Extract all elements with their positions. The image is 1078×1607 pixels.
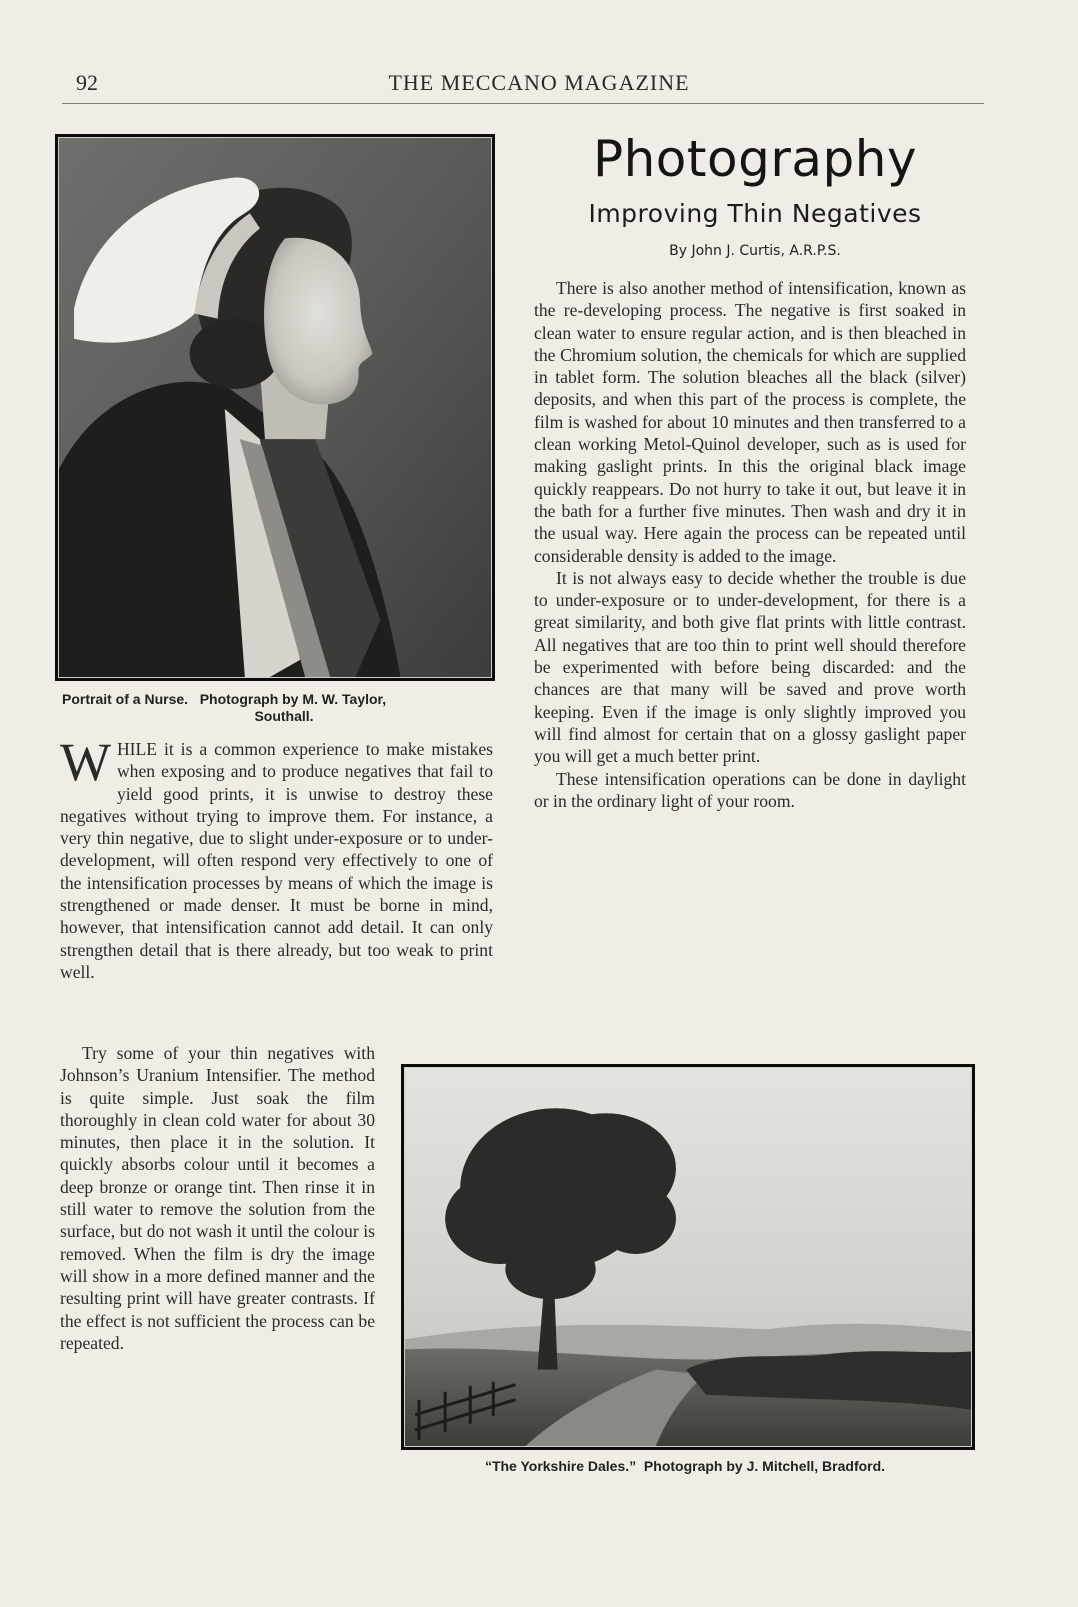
paragraph-4: It is not always easy to decide whether the trouble is due to under-exposure or to under-development, for there is a great similarity, and both give flat prints with little contrast. All negatives that are too thin to print well should therefore be experimented with before being discarded: and the chances are that many will be saved and prove worth keeping. Even if the image is only slightly improved you will find almost for certain that on a glossy gaslight paper you will get a much better print. [534, 567, 966, 767]
yorkshire-dales-image [405, 1068, 971, 1446]
article-byline: By John J. Curtis, A.R.P.S. [669, 243, 841, 259]
page-number: 92 [76, 70, 98, 95]
article-title: Photography [592, 130, 918, 188]
right-column-text [534, 277, 966, 812]
paragraph-2: Try some of your thin negatives with Johnson’s Uranium Intensifier. The method is quite simple. Just soak the film thoroughly in clean cold water for about 30 minutes, then place it in the solution. It quickly absorbs colour until it becomes a deep bronze or orange tint. Then rinse it in still water to remove the solution from the surface, but do not wash it until the colour is removed. When the film is dry the image will show in a more defined manner and the resulting print will have greater contrasts. If the effect is not sufficient the process can be repeated. [60, 1043, 375, 1353]
left-column-text-lower [60, 1042, 375, 1354]
nurse-portrait-image [59, 138, 491, 677]
paragraph-3: There is also another method of intensification, known as the re-developing process. The negative is first soaked in clean water to ensure regular action, and is then bleached in the Chromium solution, the chemicals for which are supplied in tablet form. The solution bleaches all the black (silver) deposits, and when this part of the process is complete, the film is washed for about 10 minutes and then transferred to a clean working Metol-Quinol developer, such as is used for making gaslight prints. In this the original black image quickly reappears. Do not hurry to take it out, but leave it in the bath for a further five minutes. Then wash and dry it in the usual way. Here again the process can be repeated until considerable density is added to the image. [534, 278, 966, 566]
header-rule [62, 103, 984, 104]
nurse-photo-caption-line1: Portrait of a Nurse. Photograph by M. W. Taylor, [62, 691, 387, 707]
dales-photo-caption: “The Yorkshire Dales.” Photograph by J. Mitchell, Bradford. [484, 1458, 886, 1474]
yorkshire-dales-photo [401, 1064, 975, 1450]
left-column-text [60, 732, 493, 983]
paragraph-5: These intensification operations can be done in daylight or in the ordinary light of your room. [534, 768, 966, 811]
nurse-portrait-photo [55, 134, 495, 681]
drop-cap: W [60, 732, 111, 792]
article-subtitle: Improving Thin Negatives [588, 199, 922, 228]
paragraph-1: WHILE it is a common experience to make mistakes when exposing and to produce negatives that fail to yield good prints, it is unwise to destroy these negatives without trying to improve them. For instance, a very thin negative, due to slight under-exposure or to under-development, will often respond very effectively to one of the intensification processes by means of which the image is strengthened or made denser. It must be borne in mind, however, that intensification cannot add detail. It can only strengthen detail that is there already, but too weak to print well. [60, 732, 493, 982]
nurse-photo-caption-line2: Southall. [254, 708, 314, 724]
magazine-title: THE MECCANO MAGAZINE [388, 70, 690, 95]
